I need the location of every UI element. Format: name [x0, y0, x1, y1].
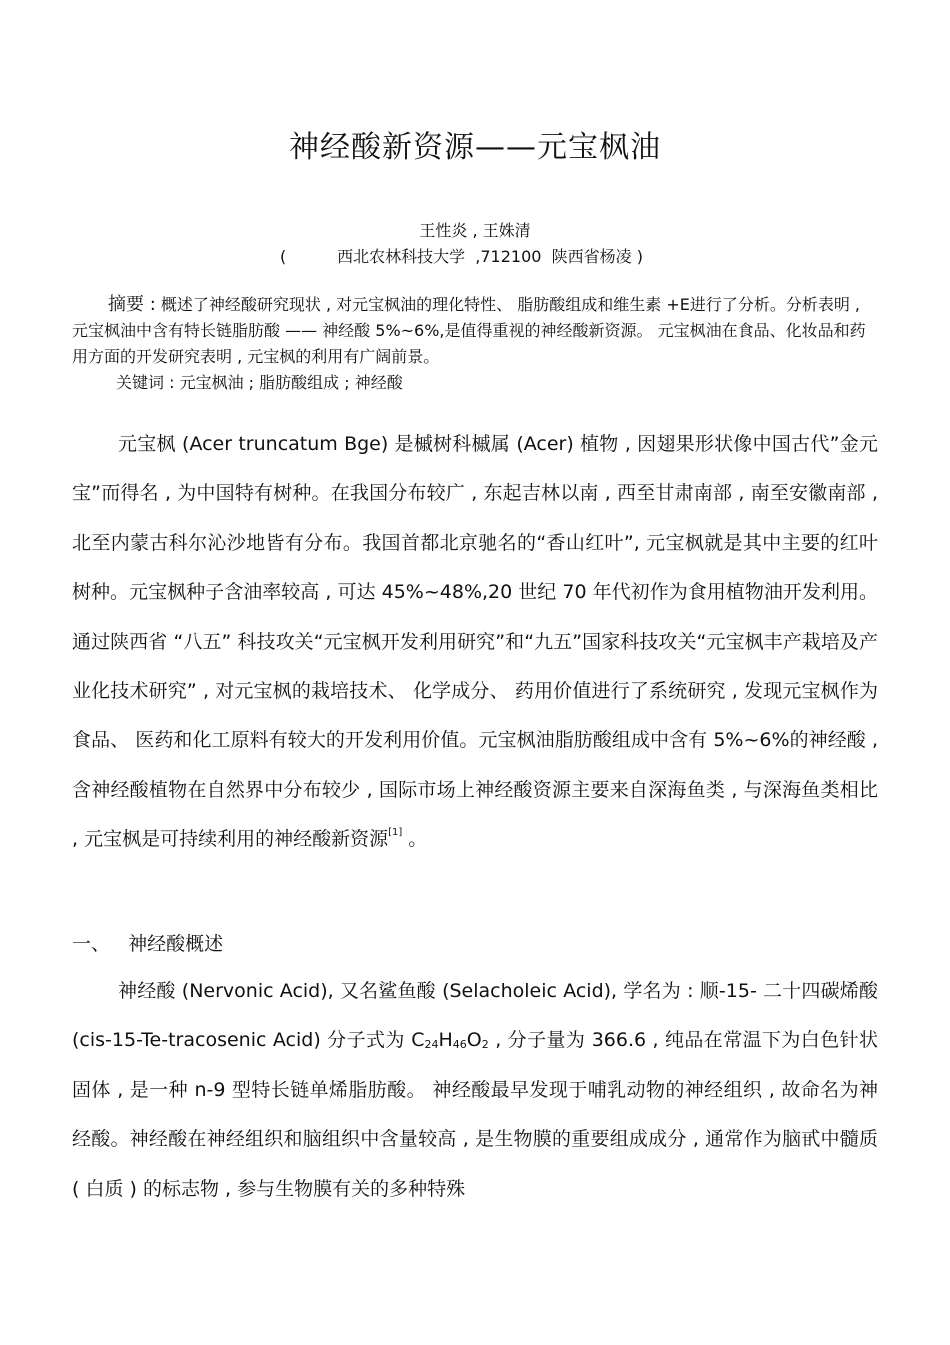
paper-title: 神经酸新资源——元宝枫油 — [289, 130, 661, 165]
formula-subscript-h: 46 — [452, 1038, 467, 1052]
paragraph-text-b: , 分子量为 366.6 , 纯品在常温下为白色针状固体 , 是一种 n-9 型特长链单烯脂肪酸。 神经酸最早发现于哺乳动物的神经组织 , 故命名为神经酸。神经酸在神经组织和脑组织中含量较高 , 是生物膜的重要组成成分 , 通常作为脑甙中髓质 ( 白质 ) 的标志物 , 参与生物膜有关的多种特殊 — [72, 1029, 879, 1200]
abstract-block — [72, 292, 878, 370]
formula-o: O — [466, 1029, 482, 1052]
formula-subscript-c: 24 — [424, 1038, 439, 1052]
citation-mark: [1] — [388, 827, 403, 839]
abstract-text: 概述了神经酸研究现状 , 对元宝枫油的理化特性、 脂肪酸组成和维生素 +E进行了分析。分析表明 , 元宝枫油中含有特长链脂肪酸 —— 神经酸 5%~6%,是值得重视的神经酸新资源。 元宝枫油在食品、化妆品和药用方面的开发研究表明 , 元宝枫的利用有广阔前景。 — [72, 295, 866, 366]
formula-h: H — [438, 1029, 453, 1052]
abstract-label: 摘要 : — [108, 294, 156, 315]
formula-subscript-o: 2 — [481, 1038, 489, 1052]
section-heading: 一、 神经酸概述 — [72, 933, 224, 955]
intro-paragraph-text: 元宝枫 (Acer truncatum Bge) 是槭树科槭属 (Acer) 植物 , 因翅果形状像中国古代”金元宝”而得名 , 为中国特有树种。在我国分布较广 , 东起吉林以南 , 西至甘肃南部 , 南至安徽南部 , 北至内蒙古科尔沁沙地皆有分布。我国首都北京驰名的“香山红叶”, 元宝枫就是其中主要的红叶树种。元宝枫种子含油率较高 , 可达 45%~48%,20 世纪 70 年代初作为食用植物油开发利用。 通过陕西省 “八五” 科技攻关“元宝枫开发利用研究”和“九五”国家科技攻关“元宝枫丰产栽培及产业化技术研究” , 对元宝枫的栽培技术、 化学成分、 药用价值进行了系统研究 , 发现元宝枫作为食品、 医药和化工原料有较大的开发利用价值。元宝枫油脂肪酸组成中含有 5%~6%的神经酸 , 含神经酸植物在自然界中分布较少 , 国际市场上神经酸资源主要来自深海鱼类 , 与深海鱼类相比 , 元宝枫是可持续利用的神经酸新资源 — [72, 433, 878, 851]
nervonic-acid-paragraph — [72, 967, 878, 1214]
intro-paragraph-end: 。 — [402, 828, 428, 851]
paragraph-text-a: 神经酸 (Nervonic Acid), 又名鲨鱼酸 (Selacholeic Acid), 学名为 : 顺-15- 二十四碳烯酸 (cis-15-Te-tracosenic Acid) 分子式为 C — [72, 980, 878, 1052]
author-line: 王性炎 , 王姝清 — [419, 221, 531, 240]
keywords-line: 关键词 : 元宝枫油 ; 脂肪酸组成 ; 神经酸 — [116, 373, 403, 392]
affiliation-line: ( 西北农林科技大学 ,712100 陕西省杨凌 ) — [280, 247, 643, 266]
intro-paragraph — [72, 420, 878, 865]
